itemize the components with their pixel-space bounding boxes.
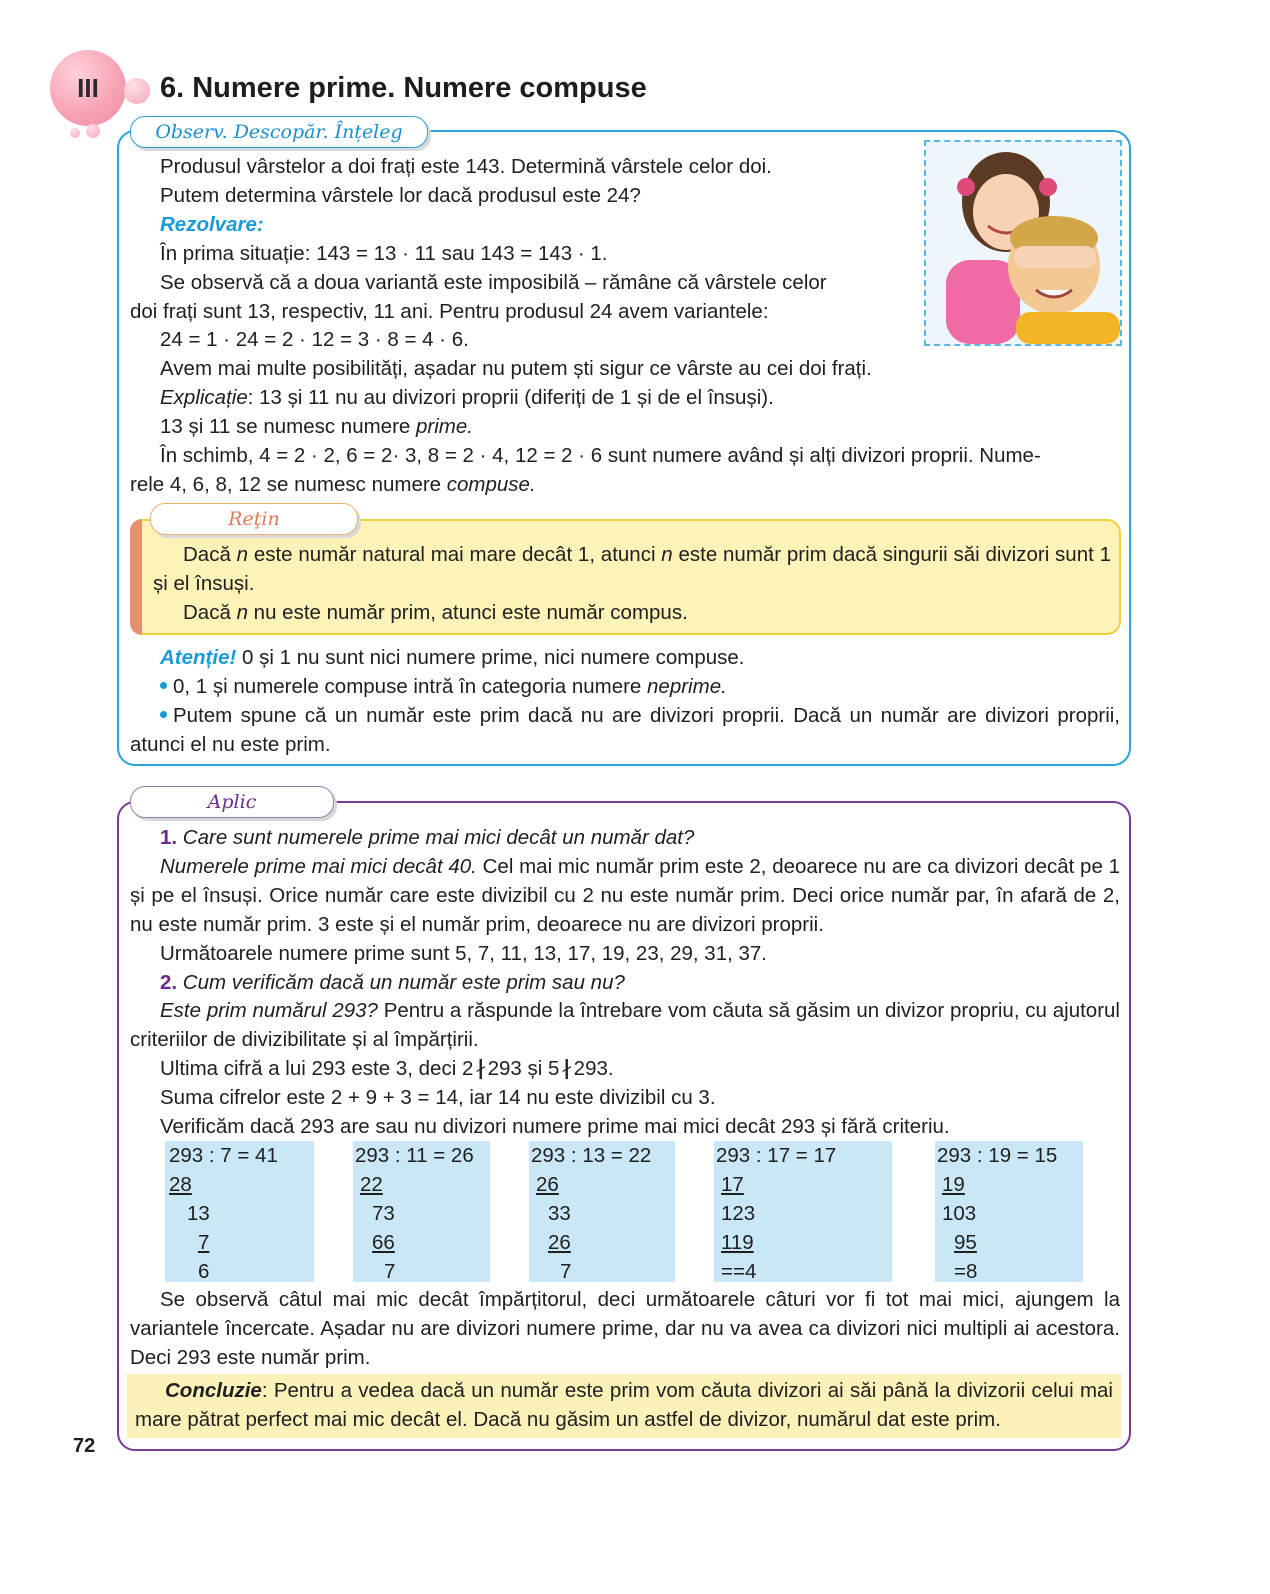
division-block <box>935 1141 1083 1282</box>
division-head: 293 : 19 = 15 <box>937 1144 1058 1167</box>
aplic-text: Cel mai mic număr prim este 2, deoarece nu are ca divizori decât pe 1 și pe el însuși. Orice număr care este divizibil cu 2 nu este număr prim. Deci orice număr par, în afară de 2, nu este număr prim. 3 este și el număr prim, deoarece nu are divizori proprii. <box>130 854 1120 936</box>
retin-content <box>153 541 1111 628</box>
not-divides-icon: ∤ <box>561 1057 572 1081</box>
division-head: 293 : 7 = 41 <box>169 1144 278 1167</box>
aplic-emphasis: Este prim numărul 293? <box>160 999 378 1023</box>
division-step: 13 <box>187 1202 210 1225</box>
observ-line: Se observă că a doua variantă este imposibilă – rămâne că vârstele celor <box>160 270 827 294</box>
retin-text: Dacă <box>183 543 237 566</box>
division-step: 28 <box>169 1173 192 1196</box>
observ-line <box>130 413 1120 442</box>
observ-emphasis: compuse. <box>446 472 536 496</box>
division-step: 33 <box>548 1202 571 1225</box>
atentie-line <box>130 644 1120 673</box>
observ-line: doi frați sunt 13, respectiv, 11 ani. Pentru produsul 24 avem variantele: <box>130 299 769 323</box>
aplic-text: Ultima cifră a lui 293 este 3, deci 2 <box>160 1057 474 1081</box>
aplic-text: 293. <box>573 1057 614 1081</box>
atentie-text: Putem spune că un număr este prim dacă nu are divizori proprii. Dacă un număr are divizori proprii, atunci el nu este prim. <box>130 703 1120 756</box>
division-remainder: ==4 <box>721 1260 757 1283</box>
aplic-text: Pentru a răspunde la întrebare vom căuta să găsim un divizor propriu, cu ajutorul criteriilor de divizibilitate și al împărțirii. <box>130 999 1120 1052</box>
division-head: 293 : 11 = 26 <box>355 1144 474 1167</box>
page-number: 72 <box>73 1435 96 1457</box>
aplic-tab: Aplic <box>130 786 334 818</box>
observ-tab: Observ. Descopăr. Înțeleg <box>130 116 428 148</box>
division-block <box>353 1141 490 1282</box>
question-number: 1. <box>160 826 178 849</box>
division-step: 95 <box>954 1231 977 1254</box>
bullet-icon <box>160 682 167 689</box>
division-block <box>165 1141 314 1282</box>
retin-text: Dacă <box>183 600 237 624</box>
observ-line: Putem determina vârstele lor dacă produsul este 24? <box>160 183 641 207</box>
concluzie-box <box>127 1374 1121 1438</box>
retin-variable: n <box>661 543 673 566</box>
atentie-emphasis: neprime. <box>647 674 727 698</box>
aplic-paragraph <box>130 1055 1120 1084</box>
explicatie-label: Explicație <box>160 386 248 410</box>
observ-line: În prima situație: 143 = 13 · 11 sau 143 = 143 · 1. <box>160 241 608 265</box>
aplic-paragraph <box>130 997 1120 1055</box>
observ-content <box>130 153 1120 500</box>
aplic-conclusion-text <box>130 1286 1120 1373</box>
retin-text: nu este număr prim, atunci este număr compus. <box>247 600 688 624</box>
division-step: 123 <box>721 1202 756 1225</box>
observ-line: În schimb, 4 = 2 · 2, 6 = 2· 3, 8 = 2 · 4, 12 = 2 · 6 sunt numere având și alți divizori proprii. Nume- <box>160 444 1041 468</box>
question-2 <box>130 969 1120 998</box>
decor-bubble-1 <box>124 78 150 104</box>
question-1 <box>130 824 1120 853</box>
not-divides-icon: ∤ <box>475 1057 486 1081</box>
question-text: Cum verificăm dacă un număr este prim sau nu? <box>177 970 625 994</box>
observ-line: Avem mai multe posibilități, așadar nu putem ști sigur ce vârste au cei doi frați. <box>160 357 872 381</box>
division-step: 26 <box>548 1231 571 1254</box>
aplic-paragraph: Se observă câtul mai mic decât împărțitorul, deci următoarele câturi vor fi tot mai mici, ajungem la variantele încercate. Așadar nu are divizori numere prime, dar nu va avea ca divizori nici multipli ai acestora. Deci 293 este număr prim. <box>130 1288 1120 1369</box>
question-text: Care sunt numerele prime mai mici decât un număr dat? <box>177 826 695 849</box>
question-number: 2. <box>160 970 178 994</box>
division-remainder: 6 <box>198 1260 210 1283</box>
division-step: 66 <box>372 1231 395 1254</box>
observ-text: 13 și 11 se numesc numere <box>160 415 416 439</box>
observ-line <box>130 471 1120 500</box>
retin-variable: n <box>236 543 249 566</box>
decor-bubble-3 <box>70 128 80 138</box>
retin-definition <box>153 541 1111 599</box>
aplic-text: 293 și 5 <box>487 1057 560 1081</box>
retin-variable: n <box>236 600 248 624</box>
observ-text: rele 4, 6, 8, 12 se numesc numere <box>130 472 447 496</box>
explicatie-line <box>130 384 1120 413</box>
observ-line: 24 = 1 · 24 = 2 · 12 = 3 · 8 = 4 · 6. <box>160 328 469 352</box>
division-head: 293 : 17 = 17 <box>716 1144 837 1167</box>
concluzie-label: Concluzie <box>165 1379 262 1402</box>
division-block <box>529 1141 675 1282</box>
retin-accent-bar <box>130 519 142 635</box>
division-step: 103 <box>942 1202 977 1225</box>
atentie-bullet <box>130 702 1120 760</box>
division-step: 119 <box>721 1231 754 1254</box>
atentie-content <box>130 644 1120 760</box>
aplic-content <box>130 824 1120 1142</box>
division-remainder: 7 <box>384 1260 396 1283</box>
division-step: 17 <box>721 1173 744 1196</box>
retin-tab: Reţin <box>150 503 358 535</box>
retin-text: este număr natural mai mare decât 1, atunci <box>248 543 662 566</box>
decor-bubble-2 <box>86 124 100 138</box>
aplic-paragraph <box>130 853 1120 940</box>
rezolvare-label: Rezolvare: <box>160 212 264 236</box>
division-remainder: =8 <box>954 1260 978 1283</box>
division-head: 293 : 13 = 22 <box>531 1144 652 1167</box>
division-step: 73 <box>372 1202 395 1225</box>
chapter-badge <box>50 50 126 126</box>
atentie-label: Atenție! <box>160 646 237 669</box>
retin-text: este număr prim dacă singurii săi divizori sunt 1 și el însuși. <box>153 543 1111 595</box>
observ-line: Produsul vârstelor a doi frați este 143. Determină vârstele celor doi. <box>160 155 772 178</box>
rezolvare-heading <box>130 211 1120 240</box>
aplic-paragraph: Suma cifrelor este 2 + 9 + 3 = 14, iar 14 nu este divizibil cu 3. <box>160 1086 716 1110</box>
bullet-icon <box>160 711 167 718</box>
aplic-paragraph: Verificăm dacă 293 are sau nu divizori numere prime mai mici decât 293 și fără criteriu. <box>160 1115 950 1139</box>
retin-definition <box>153 599 1111 628</box>
aplic-paragraph: Următoarele numere prime sunt 5, 7, 11, 13, 17, 19, 23, 29, 31, 37. <box>160 941 768 965</box>
division-step: 22 <box>360 1173 383 1196</box>
concluzie-paragraph <box>135 1377 1113 1434</box>
division-step: 7 <box>198 1231 210 1254</box>
atentie-text: 0, 1 și numerele compuse intră în categoria numere <box>173 674 648 698</box>
division-step: 26 <box>536 1173 559 1196</box>
page-title: 6. Numere prime. Numere compuse <box>160 72 647 104</box>
concluzie-text: : Pentru a vedea dacă un număr este prim vom căuta divizori ai săi până la divizorii celui mai mare pătrat perfect mai mic decât el. Dacă nu găsim un astfel de divizor, numărul dat este prim. <box>135 1379 1113 1431</box>
division-remainder: 7 <box>560 1260 572 1283</box>
division-step: 19 <box>942 1173 965 1196</box>
division-block <box>714 1141 892 1282</box>
atentie-bullet <box>130 673 1120 702</box>
aplic-emphasis: Numerele prime mai mici decât 40. <box>160 854 477 878</box>
explicatie-text: : 13 și 11 nu au divizori proprii (diferiți de 1 și de el însuși). <box>247 386 774 410</box>
atentie-text: 0 și 1 nu sunt nici numere prime, nici numere compuse. <box>236 646 745 669</box>
observ-emphasis: prime. <box>416 415 473 439</box>
chapter-badge-label: III <box>77 72 99 103</box>
